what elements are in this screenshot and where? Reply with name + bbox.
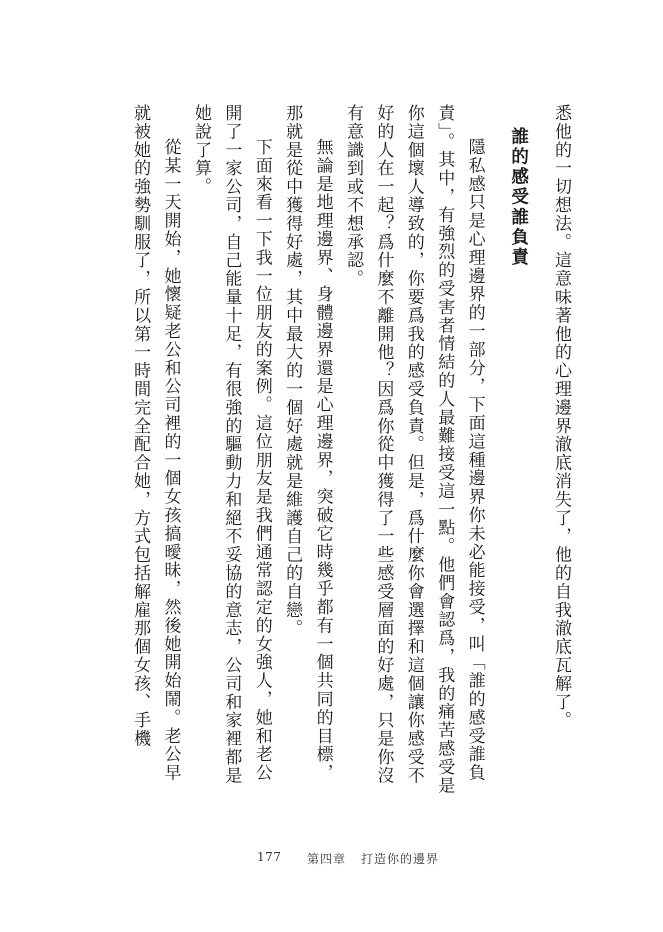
section-heading: 誰的感受誰負責 bbox=[508, 126, 529, 268]
paragraph: 隱私感只是心理邊界的一部分，下面這種邊界你未必能接受，叫「誰的感受誰負責」。其中，有強烈的受害者情結的人最難接受這一點。他們會認爲，我的痛苦感受是你這個壞人導致的，你要爲我的感受負責。但是，爲什麼你會選擇和這個讓你感受不好的人在一起？爲什麼不離開他？因爲你從中獲得了一些感受層面的好處，只是你沒有意識到或不想承認。 bbox=[342, 104, 485, 795]
chapter-title: 打造你的邊界 bbox=[361, 852, 440, 866]
paragraph-continued: 悉他的一切想法。這意味著他的心理邊界澈底消失了，他的自我澈底瓦解了。 bbox=[551, 104, 571, 730]
paragraph: 下面來看一下我一位朋友的案例。這位朋友是我們通常認定的女強人，她和老公開了一家公司，自己能量十足，有很強的驅動力和絕不妥協的意志，公司和家裡都是她說了算。 bbox=[190, 104, 272, 785]
page-number: 177 bbox=[257, 850, 282, 864]
paragraph: 從某一天開始，她懷疑老公和公司裡的一個女孩搞曖昧，然後她開始鬧。老公早就被她的強勢馴服了，所以第一時間完全配合她，方式包括解雇那個女孩、手機 bbox=[130, 104, 181, 782]
chapter-label: 第四章 bbox=[307, 852, 347, 866]
paragraph: 無論是地理邊界、身體邊界還是心理邊界，突破它時幾乎都有一個共同的目標，那就是從中獲得好處，其中最大的一個好處就是維護自己的自戀。 bbox=[282, 104, 333, 782]
vertical-text-body bbox=[88, 104, 576, 796]
